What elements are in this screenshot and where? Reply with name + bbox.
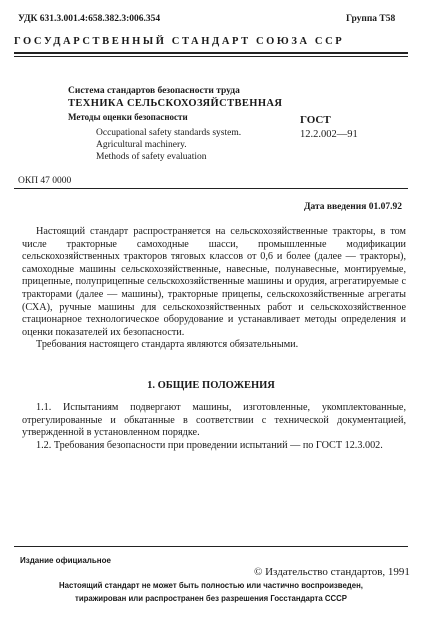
- reproduction-notice-line2: тиражирован или распространен без разрешения Госстандарта СССР: [75, 594, 347, 603]
- clause-1-2: 1.2. Требования безопасности при проведении испытаний — по ГОСТ 12.3.002.: [36, 439, 383, 451]
- header-rule-thin: [14, 56, 408, 57]
- reproduction-notice-line1: Настоящий стандарт не может быть полностью или частично воспроизведен,: [59, 581, 363, 590]
- group-code: Группа Т58: [346, 14, 396, 24]
- intro-paragraph-block: [22, 226, 406, 352]
- english-title-line2: Agricultural machinery.: [96, 140, 187, 150]
- subtitle: Методы оценки безопасности: [68, 112, 188, 122]
- system-line: Система стандартов безопасности труда: [68, 86, 240, 96]
- section1-body: [22, 402, 406, 452]
- date-introduction: Дата введения 01.07.92: [303, 202, 402, 212]
- main-title: ТЕХНИКА СЕЛЬСКОХОЗЯЙСТВЕННАЯ: [68, 98, 283, 109]
- copyright: © Издательство стандартов, 1991: [254, 566, 410, 578]
- document-title: ГОСУДАРСТВЕННЫЙ СТАНДАРТ СОЮЗА ССР: [14, 36, 345, 47]
- clause-1-1: 1.1. Испытаниям подвергают машины, изготовленные, укомплектованные, отрегулированные и обкатанные в соответствии с технической документацией, утвержденной в установленном порядке.: [22, 402, 406, 439]
- udk-code: УДК 631.3.001.4:658.382.3:006.354: [18, 14, 161, 24]
- gost-label: ГОСТ: [300, 114, 331, 126]
- english-title-line1: Occupational safety standards system.: [96, 128, 242, 138]
- footer-rule: [14, 546, 408, 547]
- header-rule-thick: [14, 52, 408, 54]
- official-edition: Издание официальное: [20, 556, 111, 565]
- intro-paragraph: Настоящий стандарт распространяется на сельскохозяйственные тракторы, в том числе тракторные самоходные шасси, промышленные модификации сельскохозяйственных тракторов тяговых классов от 0,6 и более (далее — тракторы), самоходные машины сельскохозяйственные, навесные, полунавесные, монтируемые, прицепные, полуприцепные сельскохозяйственные машины и орудия, агрегатируемые с тракторами (далее — машины), тракторные прицепы, сельскохозяйственные агрегаты (СХА), ручные машины для сельскохозяйственных работ и сельскохозяйственное стационарное технологическое оборудование и устанавливает методы определения и оценки показателей их безопасности.: [22, 226, 406, 338]
- english-title-line3: Methods of safety evaluation: [96, 152, 207, 162]
- mandatory-statement: Требования настоящего стандарта являются обязательными.: [36, 339, 299, 351]
- okp-code: ОКП 47 0000: [18, 176, 72, 186]
- gost-number: 12.2.002—91: [300, 129, 358, 140]
- okp-rule: [14, 188, 408, 189]
- section-title: 1. ОБЩИЕ ПОЛОЖЕНИЯ: [147, 380, 275, 391]
